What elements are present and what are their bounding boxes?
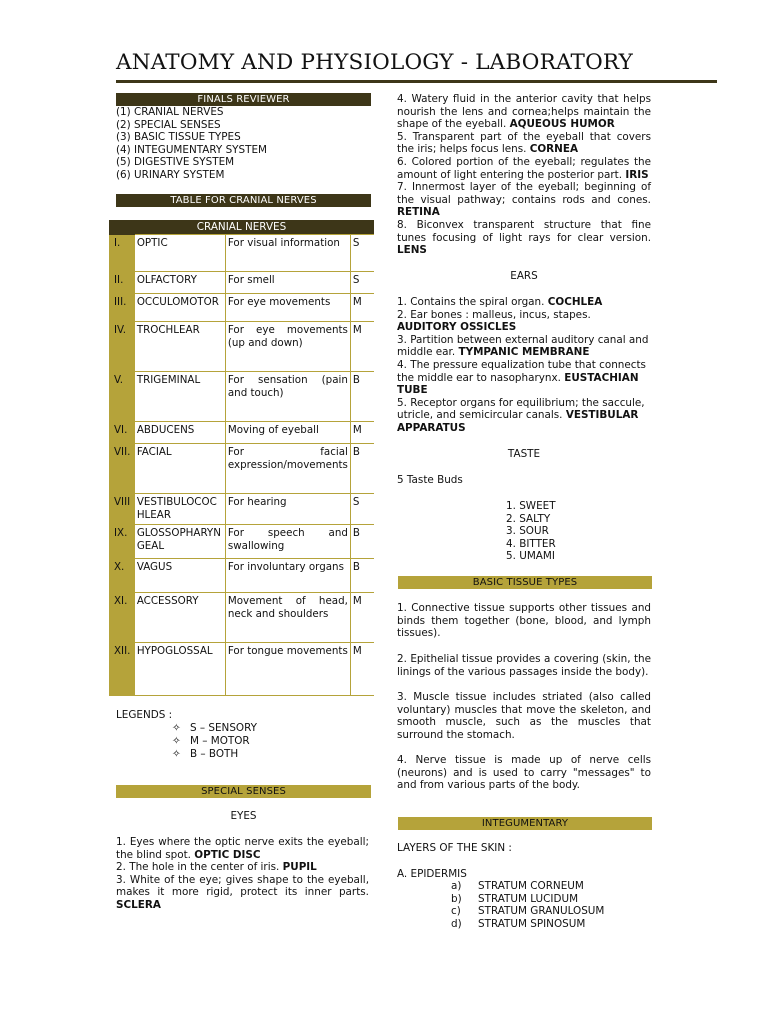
nerve-name: GLOSSOPHARYNGEAL xyxy=(135,525,226,559)
special-senses-heading: SPECIAL SENSES xyxy=(116,785,371,798)
list-item: 3. White of the eye; gives shape to the eyeball, makes it more rigid, protect its inner parts. SCLERA xyxy=(116,873,369,911)
taste-buds-label: 5 Taste Buds xyxy=(397,474,463,486)
table-row xyxy=(109,525,374,559)
nerve-function: Moving of eyeball xyxy=(225,422,350,444)
list-item: (5) DIGESTIVE SYSTEM xyxy=(116,156,235,169)
nerve-type: M xyxy=(350,643,374,696)
nerve-number: II. xyxy=(109,272,135,294)
integumentary-heading: INTEGUMENTARY xyxy=(398,817,652,830)
list-item: (6) URINARY SYSTEM xyxy=(116,168,225,181)
nerve-number: XII. xyxy=(109,643,135,696)
finals-reviewer-heading: FINALS REVIEWER xyxy=(116,93,371,106)
ears-heading: EARS xyxy=(510,270,538,282)
table-row xyxy=(109,494,374,525)
basic-tissue-heading: BASIC TISSUE TYPES xyxy=(398,576,652,589)
legend-text: M – MOTOR xyxy=(190,735,250,747)
list-item: 8. Biconvex transparent structure that fine tunes focusing of light rays for clear version. LENS xyxy=(397,218,651,257)
ears-list xyxy=(397,296,651,435)
list-item: 3. Partition between external auditory canal and middle ear. TYMPANIC MEMBRANE xyxy=(397,333,649,359)
list-item: (4) INTEGUMENTARY SYSTEM xyxy=(116,143,267,156)
epidermis-label: A. EPIDERMIS xyxy=(397,868,467,880)
list-item: 5. Transparent part of the eyeball that covers the iris; helps focus lens. CORNEA xyxy=(397,130,651,156)
eyes-heading: EYES xyxy=(230,810,257,822)
nerve-name: VAGUS xyxy=(135,559,226,593)
list-item: 2. Ear bones : malleus, incus, stapes. AUDITORY OSSICLES xyxy=(397,308,591,334)
nerve-type: B xyxy=(350,559,374,593)
cranial-nerves-table xyxy=(109,220,374,696)
nerve-type: M xyxy=(350,322,374,372)
nerve-number: III. xyxy=(109,294,135,322)
nerve-name: TRIGEMINAL xyxy=(135,372,226,422)
nerve-function: For speech and swallowing xyxy=(225,525,350,559)
nerve-type: S xyxy=(350,272,374,294)
list-item: 7. Innermost layer of the eyeball; beginning of the visual pathway; contains rods and cones. RETINA xyxy=(397,181,651,219)
nerve-type: B xyxy=(350,372,374,422)
legend-text: B – BOTH xyxy=(190,748,239,760)
nerve-type: B xyxy=(350,444,374,494)
table-row xyxy=(109,444,374,494)
nerve-function: For hearing xyxy=(225,494,350,525)
list-item: (1) CRANIAL NERVES xyxy=(116,106,224,118)
eyes-list-left xyxy=(116,836,369,912)
table-row xyxy=(109,422,374,444)
nerve-name: ABDUCENS xyxy=(135,422,226,444)
tissue-item: 3. Muscle tissue includes striated (also called voluntary) muscles that move the skeleton, and smooth muscle, such as the muscles that surround the stomach. xyxy=(397,691,651,741)
nerve-name: TROCHLEAR xyxy=(135,322,226,372)
nerve-number: XI. xyxy=(109,593,135,643)
list-item: 5. Receptor organs for equilibrium; the saccule, utricle, and semicircular canals. VESTIBULAR APPARATUS xyxy=(397,396,645,434)
nerve-function: For eye movements xyxy=(225,294,350,322)
list-item: d) STRATUM SPINOSUM xyxy=(451,917,586,930)
nerve-function: For eye movements (up and down) xyxy=(225,322,350,372)
taste-buds-list xyxy=(506,500,646,563)
title-divider xyxy=(116,80,717,83)
table-header: CRANIAL NERVES xyxy=(109,220,374,235)
nerve-function: Movement of head, neck and shoulders xyxy=(225,593,350,643)
nerve-number: VII. xyxy=(109,444,135,494)
table-row xyxy=(109,593,374,643)
nerve-number: V. xyxy=(109,372,135,422)
nerve-type: M xyxy=(350,294,374,322)
table-row xyxy=(109,643,374,696)
taste-heading: TASTE xyxy=(507,448,541,460)
list-item: 6. Colored portion of the eyeball; regulates the amount of light entering the posterior part. IRIS xyxy=(397,155,651,181)
tissue-item: 4. Nerve tissue is made up of nerve cells (neurons) and is used to carry "messages" to and from various parts of the body. xyxy=(397,754,651,792)
nerve-type: S xyxy=(350,235,374,272)
epidermis-layers xyxy=(451,880,651,930)
list-item: 4. BITTER xyxy=(506,537,556,550)
list-item: b) STRATUM LUCIDUM xyxy=(451,892,579,905)
nerve-function: For tongue movements xyxy=(225,643,350,696)
nerve-function: For smell xyxy=(225,272,350,294)
list-item: c) STRATUM GRANULOSUM xyxy=(451,905,605,918)
nerve-type: M xyxy=(350,422,374,444)
list-item: 1. SWEET xyxy=(506,500,556,512)
nerve-number: IX. xyxy=(109,525,135,559)
nerve-name: HYPOGLOSSAL xyxy=(135,643,226,696)
list-item: 4. The pressure equalization tube that connects the middle ear to nasopharynx. EUSTACHIAN TUBE xyxy=(397,358,646,397)
nerve-number: X. xyxy=(109,559,135,593)
list-item: 3. SOUR xyxy=(506,525,549,538)
list-item: 5. UMAMI xyxy=(506,550,555,563)
legends-label: LEGENDS : xyxy=(116,709,173,721)
list-item: (3) BASIC TISSUE TYPES xyxy=(116,131,241,144)
diamond-bullet-icon: ✧ xyxy=(172,722,181,734)
list-item: (2) SPECIAL SENSES xyxy=(116,118,221,131)
list-item: 2. SALTY xyxy=(506,512,551,525)
list-item: 1. Contains the spiral organ. COCHLEA xyxy=(397,296,603,308)
list-item: 4. Watery fluid in the anterior cavity that helps nourish the lens and cornea;helps maintain the shape of the eyeball. AQUEOUS HUMOR xyxy=(397,93,651,131)
nerve-name: VESTIBULOCOCHLEAR xyxy=(135,494,226,525)
nerve-name: ACCESSORY xyxy=(135,593,226,643)
nerve-name: OCCULOMOTOR xyxy=(135,294,226,322)
list-item: 1. Eyes where the optic nerve exits the eyeball; the blind spot. OPTIC DISC xyxy=(116,836,369,861)
legend-item xyxy=(172,748,238,761)
nerve-number: VI. xyxy=(109,422,135,444)
nerve-name: OLFACTORY xyxy=(135,272,226,294)
legend-item xyxy=(172,722,257,735)
nerve-type: B xyxy=(350,525,374,559)
table-row xyxy=(109,559,374,593)
nerve-type: M xyxy=(350,593,374,643)
legend-text: S – SENSORY xyxy=(190,722,258,734)
table-row xyxy=(109,272,374,294)
nerve-function: For visual information xyxy=(225,235,350,272)
table-row xyxy=(109,235,374,272)
layers-label: LAYERS OF THE SKIN : xyxy=(397,842,512,854)
cranial-table-heading: TABLE FOR CRANIAL NERVES xyxy=(116,194,371,207)
nerve-function: For involuntary organs xyxy=(225,559,350,593)
finals-reviewer-list xyxy=(116,106,371,182)
nerve-function: For facial expression/movements xyxy=(225,444,350,494)
tissue-item: 1. Connective tissue supports other tissues and binds them together (bone, blood, and lymph tissues). xyxy=(397,602,651,640)
table-row xyxy=(109,372,374,422)
nerve-type: S xyxy=(350,494,374,525)
nerve-function: For sensation (pain and touch) xyxy=(225,372,350,422)
legend-item xyxy=(172,735,250,748)
list-item: 2. The hole in the center of iris. PUPIL xyxy=(116,861,317,874)
diamond-bullet-icon: ✧ xyxy=(172,735,181,747)
table-row xyxy=(109,294,374,322)
nerve-number: I. xyxy=(109,235,135,272)
tissue-item: 2. Epithelial tissue provides a covering (skin, the linings of the various passages inside the body). xyxy=(397,653,651,678)
table-row xyxy=(109,322,374,372)
nerve-number: VIII xyxy=(109,494,135,525)
list-item: a) STRATUM CORNEUM xyxy=(451,880,584,892)
nerve-name: OPTIC xyxy=(135,235,226,272)
nerve-name: FACIAL xyxy=(135,444,226,494)
nerve-number: IV. xyxy=(109,322,135,372)
page-title: ANATOMY AND PHYSIOLOGY - LABORATORY xyxy=(116,50,634,75)
eyes-list-right xyxy=(397,93,651,257)
diamond-bullet-icon: ✧ xyxy=(172,748,181,760)
